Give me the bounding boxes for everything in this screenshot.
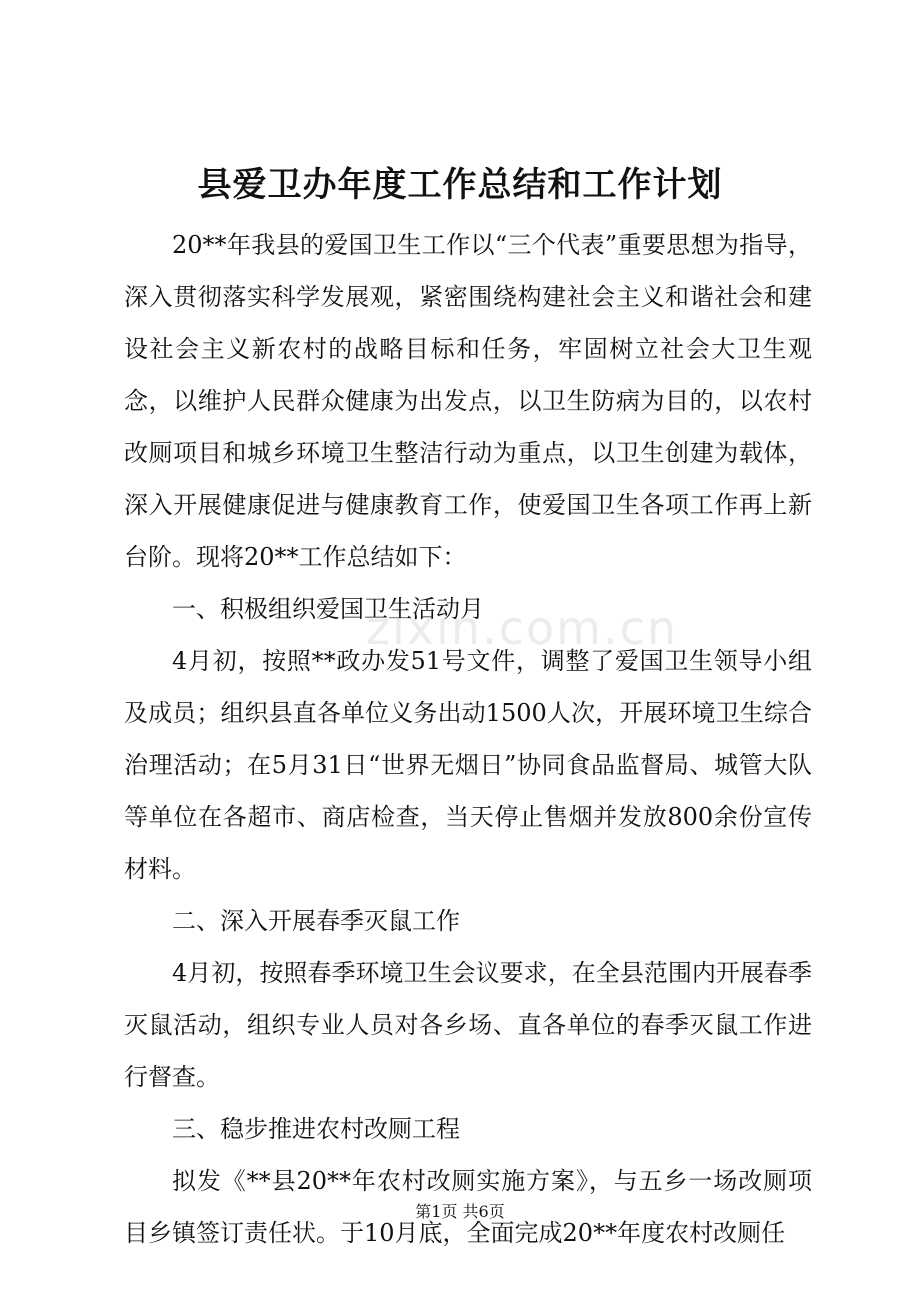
section-paragraph-3: 拟发《**县20**年农村改厕实施方案》，与五乡一场改厕项目乡镇签订责任状。于10月底，全面完成20**年度农村改厕任 <box>124 1167 812 1247</box>
intro-paragraph: 20**年我县的爱国卫生工作以“三个代表”重要思想为指导，深入贯彻落实科学发展观，紧密围绕构建社会主义和谐社会和建设社会主义新农村的战略目标和任务，牢固树立社会大卫生观念，以维护人民群众健康为出发点，以卫生防病为目的，以农村改厕项目和城乡环境卫生整洁行动为重点，以卫生创建为载体，深入开展健康促进与健康教育工作，使爱国卫生各项工作再上新台阶。现将20**工作总结如下： <box>124 231 812 571</box>
watermark: zixin.com.cn <box>366 601 679 655</box>
section-heading-1: 一、积极组织爱国卫生活动月 <box>172 595 484 623</box>
section-heading-2: 二、深入开展春季灭鼠工作 <box>172 907 460 935</box>
section-paragraph-2: 4月初，按照春季环境卫生会议要求，在全县范围内开展春季灭鼠活动，组织专业人员对各乡场、直各单位的春季灭鼠工作进行督查。 <box>124 959 812 1091</box>
section-paragraph-1: 4月初，按照**政办发51号文件，调整了爱国卫生领导小组及成员；组织县直各单位义务出动1500人次，开展环境卫生综合治理活动；在5月31日“世界无烟日”协同食品监督局、城管大队等单位在各超市、商店检查，当天停止售烟并发放800余份宣传材料。 <box>124 647 812 883</box>
document-title: 县爱卫办年度工作总结和工作计划 <box>197 165 723 205</box>
page-footer: 第1页 共6页 <box>415 1202 505 1221</box>
section-heading-3: 三、稳步推进农村改厕工程 <box>172 1115 460 1143</box>
document-body <box>124 219 812 1259</box>
